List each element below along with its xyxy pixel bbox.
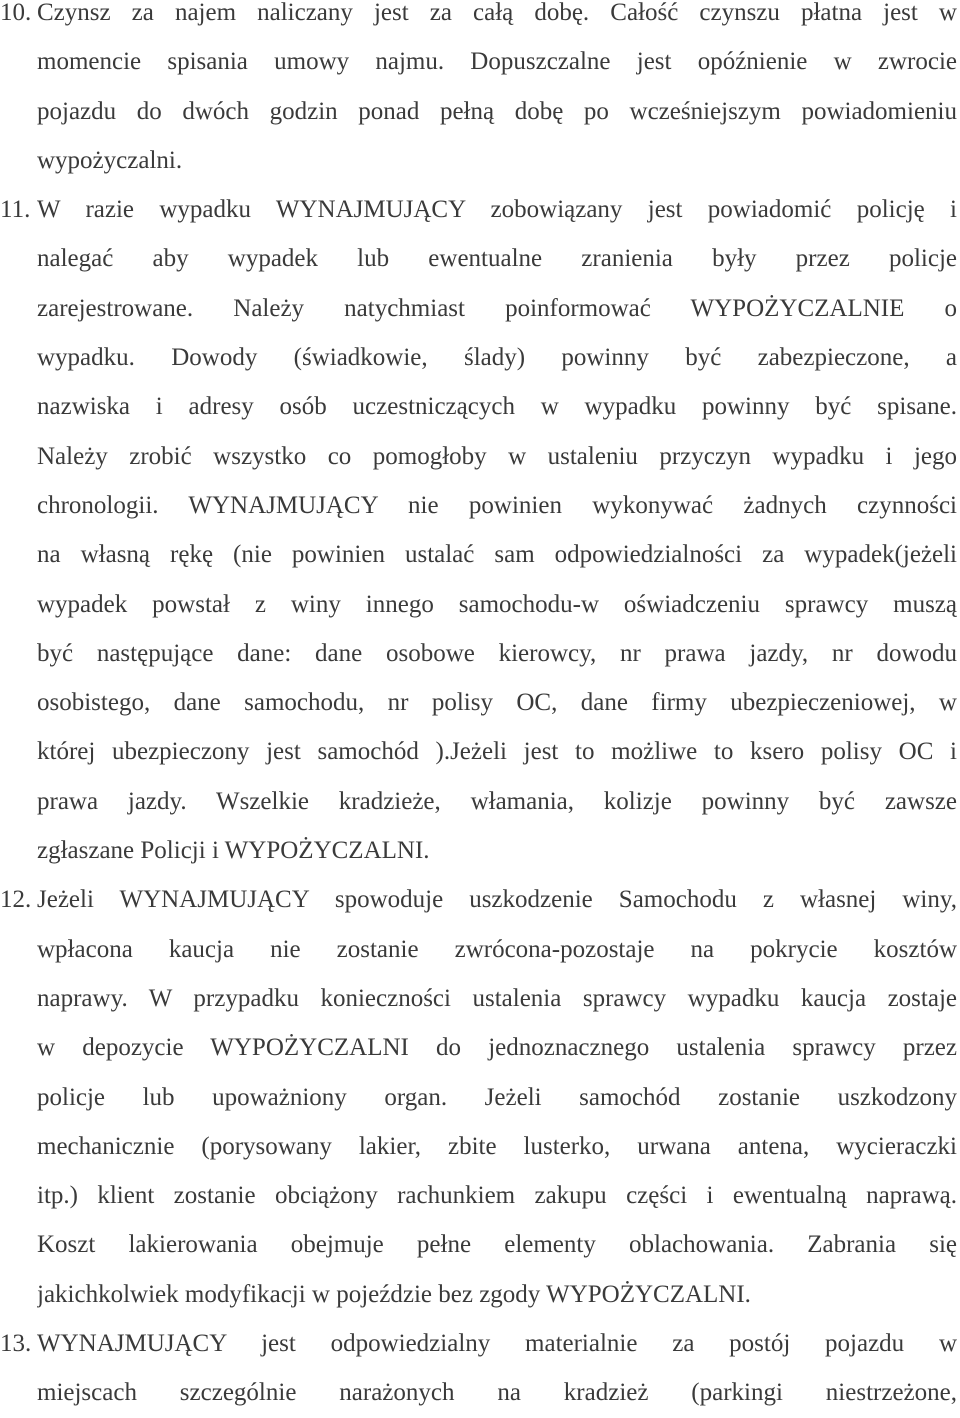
text-line: chronologii. WYNAJMUJĄCY nie powinien wykonywać żadnych czynności [37, 491, 957, 519]
text-line: zgłaszane Policji i WYPOŻYCZALNI. [37, 837, 430, 865]
item-number: 13. [0, 1330, 32, 1358]
text-line: pojazdu do dwóch godzin ponad pełną dobę po wcześniejszym powiadomieniu [37, 97, 957, 125]
item-number: 11. [0, 196, 31, 224]
text-line: w depozycie WYPOŻYCZALNI do jednoznacznego ustalenia sprawcy przez [37, 1034, 957, 1062]
text-line: wpłacona kaucja nie zostanie zwrócona-pozostaje na pokrycie kosztów [37, 935, 957, 963]
list-item [0, 185, 960, 875]
text-line: W razie wypadku WYNAJMUJĄCY zobowiązany jest powiadomić policję i [37, 196, 957, 224]
list-item [0, 1319, 960, 1418]
text-line: Należy zrobić wszystko co pomogłoby w ustaleniu przyczyn wypadku i jego [37, 442, 957, 470]
text-line: być następujące dane: dane osobowe kierowcy, nr prawa jazdy, nr dowodu [37, 639, 957, 667]
list-item [0, 0, 960, 185]
text-line: WYNAJMUJĄCY jest odpowiedzialny materialnie za postój pojazdu w [37, 1330, 957, 1358]
item-number: 10. [0, 0, 32, 26]
text-line: Czynsz za najem naliczany jest za całą dobę. Całość czynszu płatna jest w [37, 0, 957, 26]
text-line: nalegać aby wypadek lub ewentualne zranienia były przez policje [37, 245, 957, 273]
item-number: 12. [0, 886, 32, 914]
text-line: Koszt lakierowania obejmuje pełne elementy oblachowania. Zabrania się [37, 1231, 957, 1259]
text-line: prawa jazdy. Wszelkie kradzieże, włamania, kolizje powinny być zawsze [37, 787, 957, 815]
text-line: zarejestrowane. Należy natychmiast poinformować WYPOŻYCZALNIE o [37, 294, 957, 322]
text-line: naprawy. W przypadku konieczności ustalenia sprawcy wypadku kaucja zostaje [37, 984, 957, 1012]
text-line: wypożyczalni. [37, 146, 183, 174]
text-line: itp.) klient zostanie obciążony rachunkiem zakupu części i ewentualną naprawą. [37, 1182, 957, 1210]
text-line: momencie spisania umowy najmu. Dopuszczalne jest opóźnienie w zwrocie [37, 48, 957, 76]
text-line: Jeżeli WYNAJMUJĄCY spowoduje uszkodzenie Samochodu z własnej winy, [37, 886, 957, 914]
text-line: nazwiska i adresy osób uczestniczących w wypadku powinny być spisane. [37, 393, 957, 421]
text-line: wypadku. Dowody (świadkowie, ślady) powinny być zabezpieczone, a [37, 344, 957, 372]
text-line: wypadek powstał z winy innego samochodu-w oświadczeniu sprawcy muszą [37, 590, 957, 618]
text-line: na własną rękę (nie powinien ustalać sam odpowiedzialności za wypadek(jeżeli [37, 541, 957, 569]
text-line: osobistego, dane samochodu, nr polisy OC, dane firmy ubezpieczeniowej, w [37, 689, 957, 717]
text-line: jakichkolwiek modyfikacji w pojeździe bez zgody WYPOŻYCZALNI. [37, 1280, 751, 1308]
text-line: miejscach szczególnie narażonych na kradzież (parkingi niestrzeżone, [37, 1379, 957, 1407]
text-line: której ubezpieczony jest samochód ).Jeżeli jest to możliwe to ksero polisy OC i [37, 738, 957, 766]
text-line: policje lub upoważniony organ. Jeżeli samochód zostanie uszkodzony [37, 1083, 957, 1111]
list-item [0, 875, 960, 1319]
text-line: mechanicznie (porysowany lakier, zbite lusterko, urwana antena, wycieraczki [37, 1132, 957, 1160]
